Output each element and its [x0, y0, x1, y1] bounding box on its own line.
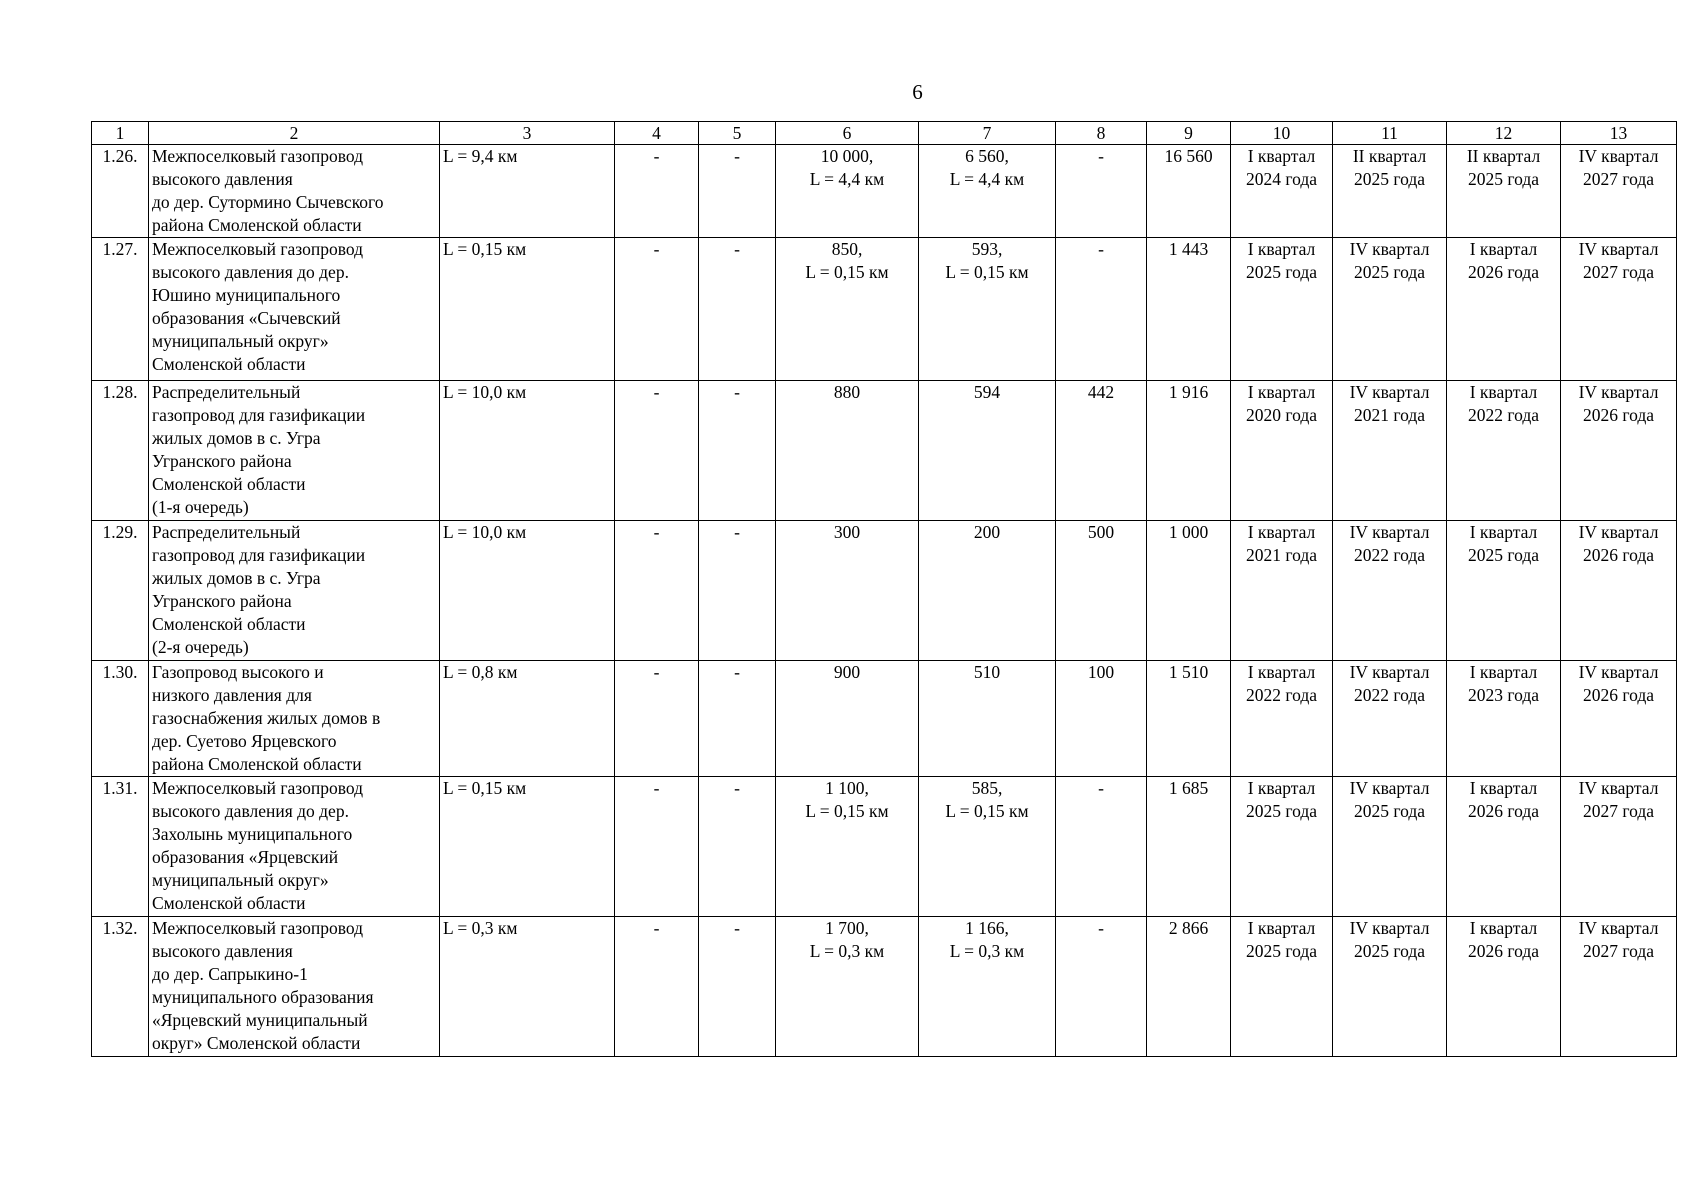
row-number: 1.30. [92, 661, 149, 777]
pipeline-length: L = 9,4 км [440, 145, 615, 238]
column-6-value: 10 000, L = 4,4 км [776, 145, 919, 238]
column-4-value: - [615, 661, 699, 777]
column-11-quarter: IV квартал 2025 года [1333, 917, 1447, 1057]
column-number: 2 [149, 122, 440, 145]
column-10-quarter: I квартал 2025 года [1231, 238, 1333, 381]
column-number: 6 [776, 122, 919, 145]
table-row [92, 145, 1677, 238]
column-number: 13 [1561, 122, 1677, 145]
column-6-value: 300 [776, 521, 919, 661]
column-10-quarter: I квартал 2022 года [1231, 661, 1333, 777]
column-11-quarter: IV квартал 2025 года [1333, 238, 1447, 381]
column-4-value: - [615, 381, 699, 521]
table-row [92, 917, 1677, 1057]
column-7-value: 6 560, L = 4,4 км [919, 145, 1056, 238]
column-11-quarter: IV квартал 2022 года [1333, 661, 1447, 777]
column-7-value: 594 [919, 381, 1056, 521]
column-6-value: 850, L = 0,15 км [776, 238, 919, 381]
column-8-value: - [1056, 145, 1147, 238]
column-6-value: 1 700, L = 0,3 км [776, 917, 919, 1057]
table-row [92, 777, 1677, 917]
column-4-value: - [615, 145, 699, 238]
pipeline-length: L = 0,15 км [440, 777, 615, 917]
gas-pipeline-table [91, 121, 1677, 1057]
column-13-quarter: IV квартал 2027 года [1561, 145, 1677, 238]
column-4-value: - [615, 777, 699, 917]
column-13-quarter: IV квартал 2027 года [1561, 917, 1677, 1057]
column-6-value: 900 [776, 661, 919, 777]
column-12-quarter: I квартал 2026 года [1447, 917, 1561, 1057]
column-12-quarter: I квартал 2023 года [1447, 661, 1561, 777]
table-row [92, 381, 1677, 521]
column-7-value: 200 [919, 521, 1056, 661]
column-8-value: 442 [1056, 381, 1147, 521]
page-number: 6 [912, 80, 923, 104]
column-5-value: - [699, 238, 776, 381]
column-9-total: 1 685 [1147, 777, 1231, 917]
column-5-value: - [699, 661, 776, 777]
column-number-row [92, 122, 1677, 145]
column-12-quarter: I квартал 2026 года [1447, 777, 1561, 917]
column-number: 5 [699, 122, 776, 145]
pipeline-length: L = 0,8 км [440, 661, 615, 777]
column-12-quarter: I квартал 2025 года [1447, 521, 1561, 661]
column-13-quarter: IV квартал 2026 года [1561, 661, 1677, 777]
object-name: Межпоселковый газопровод высокого давления до дер. Захолынь муниципального образования «Ярцевский муниципальный округ» Смоленской области [149, 777, 440, 917]
object-name: Газопровод высокого и низкого давления для газоснабжения жилых домов в дер. Суетово Ярцевского района Смоленской области [149, 661, 440, 777]
column-5-value: - [699, 917, 776, 1057]
column-6-value: 880 [776, 381, 919, 521]
row-number: 1.32. [92, 917, 149, 1057]
column-5-value: - [699, 381, 776, 521]
column-7-value: 1 166, L = 0,3 км [919, 917, 1056, 1057]
column-7-value: 510 [919, 661, 1056, 777]
table-row [92, 521, 1677, 661]
column-8-value: 500 [1056, 521, 1147, 661]
table-row [92, 661, 1677, 777]
column-4-value: - [615, 238, 699, 381]
row-number: 1.26. [92, 145, 149, 238]
column-11-quarter: II квартал 2025 года [1333, 145, 1447, 238]
pipeline-length: L = 0,3 км [440, 917, 615, 1057]
object-name: Распределительный газопровод для газификации жилых домов в с. Угра Угранского района Смоленской области (2-я очередь) [149, 521, 440, 661]
column-9-total: 1 443 [1147, 238, 1231, 381]
column-number: 8 [1056, 122, 1147, 145]
column-13-quarter: IV квартал 2026 года [1561, 381, 1677, 521]
column-9-total: 2 866 [1147, 917, 1231, 1057]
column-5-value: - [699, 521, 776, 661]
object-name: Межпоселковый газопровод высокого давления до дер. Юшино муниципального образования «Сычевский муниципальный округ» Смоленской области [149, 238, 440, 381]
column-10-quarter: I квартал 2025 года [1231, 777, 1333, 917]
column-number: 4 [615, 122, 699, 145]
column-4-value: - [615, 917, 699, 1057]
column-7-value: 585, L = 0,15 км [919, 777, 1056, 917]
column-12-quarter: II квартал 2025 года [1447, 145, 1561, 238]
column-8-value: - [1056, 777, 1147, 917]
object-name: Распределительный газопровод для газификации жилых домов в с. Угра Угранского района Смоленской области (1-я очередь) [149, 381, 440, 521]
column-10-quarter: I квартал 2021 года [1231, 521, 1333, 661]
column-7-value: 593, L = 0,15 км [919, 238, 1056, 381]
row-number: 1.31. [92, 777, 149, 917]
column-number: 3 [440, 122, 615, 145]
row-number: 1.27. [92, 238, 149, 381]
column-13-quarter: IV квартал 2027 года [1561, 238, 1677, 381]
column-number: 12 [1447, 122, 1561, 145]
column-10-quarter: I квартал 2020 года [1231, 381, 1333, 521]
row-number: 1.29. [92, 521, 149, 661]
column-8-value: - [1056, 238, 1147, 381]
column-8-value: - [1056, 917, 1147, 1057]
object-name: Межпоселковый газопровод высокого давления до дер. Сапрыкино-1 муниципального образования «Ярцевский муниципальный округ» Смоленской области [149, 917, 440, 1057]
object-name: Межпоселковый газопровод высокого давления до дер. Сутормино Сычевского района Смоленской области [149, 145, 440, 238]
column-9-total: 1 510 [1147, 661, 1231, 777]
column-5-value: - [699, 145, 776, 238]
column-5-value: - [699, 777, 776, 917]
pipeline-length: L = 0,15 км [440, 238, 615, 381]
pipeline-length: L = 10,0 км [440, 521, 615, 661]
pipeline-length: L = 10,0 км [440, 381, 615, 521]
column-number: 9 [1147, 122, 1231, 145]
column-number: 1 [92, 122, 149, 145]
column-11-quarter: IV квартал 2021 года [1333, 381, 1447, 521]
column-11-quarter: IV квартал 2022 года [1333, 521, 1447, 661]
column-12-quarter: I квартал 2022 года [1447, 381, 1561, 521]
column-9-total: 16 560 [1147, 145, 1231, 238]
column-12-quarter: I квартал 2026 года [1447, 238, 1561, 381]
column-9-total: 1 916 [1147, 381, 1231, 521]
column-6-value: 1 100, L = 0,15 км [776, 777, 919, 917]
table-row [92, 238, 1677, 381]
column-9-total: 1 000 [1147, 521, 1231, 661]
column-4-value: - [615, 521, 699, 661]
column-number: 11 [1333, 122, 1447, 145]
column-number: 7 [919, 122, 1056, 145]
row-number: 1.28. [92, 381, 149, 521]
column-10-quarter: I квартал 2025 года [1231, 917, 1333, 1057]
column-10-quarter: I квартал 2024 года [1231, 145, 1333, 238]
column-11-quarter: IV квартал 2025 года [1333, 777, 1447, 917]
column-8-value: 100 [1056, 661, 1147, 777]
column-13-quarter: IV квартал 2027 года [1561, 777, 1677, 917]
column-13-quarter: IV квартал 2026 года [1561, 521, 1677, 661]
column-number: 10 [1231, 122, 1333, 145]
